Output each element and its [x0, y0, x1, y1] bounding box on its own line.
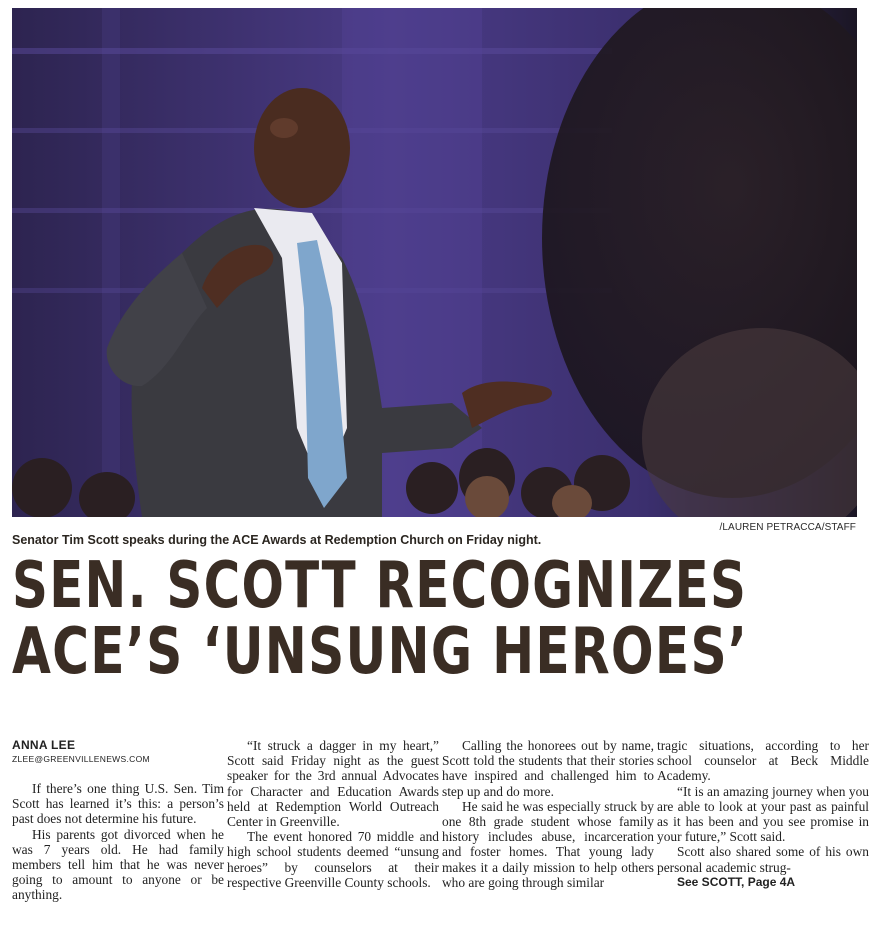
byline-author: ANNA LEE	[12, 738, 76, 752]
photo-caption: Senator Tim Scott speaks during the ACE Awards at Redemption Church on Friday night.	[12, 533, 542, 547]
byline-email: ZLEE@GREENVILLENEWS.COM	[12, 754, 150, 764]
photo-credit: /LAUREN PETRACCA/STAFF	[719, 522, 856, 533]
paragraph: His parents got divorced when he was 7 years old. He had family members tell him that he was never going to amount to anyone or be anything.	[12, 826, 224, 903]
headline-line-2: ACE’S ‘UNSUNG HEROES’	[12, 615, 749, 689]
news-photo	[12, 8, 857, 517]
paragraph: “It is an amazing journey when you are able to look at your past as painful as it has been and you see promise in your future,” Scott said.	[657, 783, 869, 845]
paragraph: If there’s one thing U.S. Sen. Tim Scott has learned it’s this: a person’s past does not determine his future.	[12, 781, 224, 827]
article-column-2	[227, 738, 439, 890]
paragraph: Calling the honorees out by name, Scott told the students that their stories have inspired and challenged him to step up and do more.	[442, 738, 654, 799]
headline-line-1: SEN. SCOTT RECOGNIZES	[12, 549, 748, 623]
headline	[12, 549, 862, 689]
article-column-3	[442, 738, 654, 890]
speaker-photo-illustration	[12, 8, 857, 517]
paragraph: tragic situations, according to her school counselor at Beck Middle Academy.	[657, 738, 869, 784]
article-column-4	[657, 738, 869, 890]
continued-jump-link[interactable]: See SCOTT, Page 4A	[677, 874, 796, 889]
paragraph: He said he was especially struck by one 8th grade student whose family history includes abuse, incarceration and foster homes. That young lady makes it a daily mission to help others who are going through similar	[442, 798, 654, 890]
paragraph: Scott also shared some of his own personal academic strug-	[657, 844, 869, 875]
paragraph: The event honored 70 middle and high school students deemed “unsung heroes” by counselors at their respective Greenville County schools.	[227, 829, 439, 890]
paragraph: “It struck a dagger in my heart,” Scott said Friday night as the guest speaker for the 3rd annual Advocates for Character and Education Awards held at Redemption World Outreach Center in Greenville.	[227, 738, 439, 830]
article-column-1	[12, 738, 224, 903]
